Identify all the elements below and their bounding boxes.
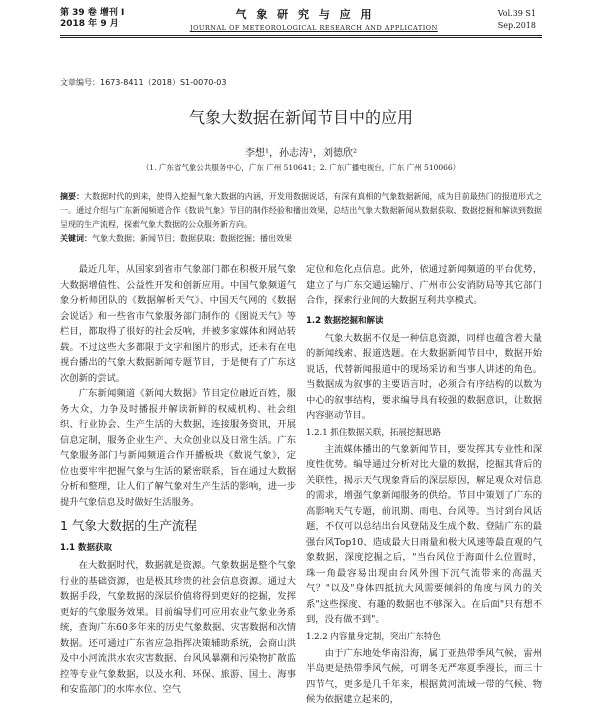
body-column-left — [60, 262, 296, 698]
journal-name-en: JOURNAL OF METEOROLOGICAL RESEARCH AND APPLICATION — [190, 24, 438, 32]
keywords-label: 关键词： — [60, 234, 92, 243]
body-column-right — [306, 262, 542, 708]
date-cn: 2018 年 9 月 — [60, 19, 119, 29]
date-en: Sep.2018 — [497, 21, 536, 30]
subsection-heading: 1.1 数据获取 — [60, 543, 113, 553]
header-rule-secondary — [60, 37, 542, 38]
paragraph: 在大数据时代，数据就是资源。气象数据是整个气象行业的基础资源，也是极其珍贵的社会信息资源。通过大数据手段，气象数据的深层价值将得到更好的挖掘，发挥更好的气象服务效果。目前编导们可应用农业气象业务系统，查询广东60多年来的历史气象数据、灾害数据和次情数据。还可通过广东省应急指挥决策辅助系统，会商山洪及中小河流洪水农灾害数据、台风风暴潮和污染物扩散监控等专业气象数据，以及水利、环保、旅游、国土、海事和安监部门的水库水位、空气 — [60, 560, 296, 695]
abstract-label: 摘要： — [60, 192, 85, 201]
section-heading: 1 气象大数据的生产流程 — [60, 518, 197, 533]
article-number: 文章编号：1673-8411（2018）S1-0070-03 — [60, 78, 227, 87]
subsubsection-heading: 1.2.2 内容量身定制，突出广东特色 — [306, 631, 441, 642]
abstract — [60, 190, 542, 232]
paper-title: 气象大数据在新闻节目中的应用 — [188, 108, 413, 127]
paragraph: 气象大数据不仅是一种信息资源，同样也蕴含着大量的新闻线索、报道选题。在大数据新闻节目中，数据开始说话，代替新闻报道中的现场采访和当事人讲述的角色。当数据成为叙事的主要语言时，必须合有序结构的以数为中心的叙事结构，要求编导具有较强的数据意识，让数据内容驱动节目。 — [306, 332, 542, 421]
abstract-text: 大数据时代的到来，使得入挖掘气象大数据的内涵，开发用数据说话，有深有真相的气象数据新闻，成为目前最热门的报道形式之一。通过介绍与广东新闻频道合作《数说气象》节目的制作经验和播出效果，总结出气象大数据新闻从数据获取、数据挖掘和解读到数据呈现的生产流程，探索气象大数据的公众服务新方向。 — [60, 192, 543, 229]
running-header-journal — [190, 6, 438, 32]
subsubsection-heading: 1.2.1 抓住数据关联，拓展挖掘思路 — [306, 427, 441, 438]
keywords — [60, 233, 542, 245]
running-header-left — [60, 8, 124, 30]
volume-issue-en: Vol.39 S1 — [497, 9, 536, 18]
keywords-text: 气象大数据；新闻节目；数据获取；数据挖掘；播出效果 — [92, 234, 292, 243]
paragraph: 主流媒体播出的气象新闻节目，要发挥其专业性和深度性优势。编导通过分析对比大量的数据，挖掘其背后的关联性，揭示天气现象背后的深层原因，解足观众对信息的需求，增强气象新闻服务的供给。节目中策划了广东的高影响天气专题，前讯期、雨电、台风等。当讨到台风话题，不仅可以总结出台风登陆及生成个数、登陆广东的最强台风Top10、造成最大日雨量和极大风速等最直观的气象数据，深度挖掘之后，"当台风位于海面什么位置时，珠一角最容易出现由台风外围下沉气流带来的高温天气？"以及"身体四抵抗大风需要倾斜的角度与风力的关系"这些探度、有趣的数据也不够深入。在后面"只有想不到，没有做不到"。 — [306, 443, 542, 625]
paragraph: 广东新闻频道《新闻大数据》节目定位融近百姓，服务大众，力争及时播报并解读新鲜的权威机构、社会组织、行业协会、生产生活的大数据，连接服务资讯，开展信息定制，服务企业生产、大众创业以及日常生活。广东气象服务部门与新闻频道合作开播板块《数说气象》，定位也要牢牢把握气象与生活的紧密联系，旨在通过大数据分析和整理，让人们了解气象对生产生活的影响，进一步提升气象信息及时做好生活服务。 — [60, 388, 296, 508]
paragraph: 最近几年，从国家到省市气象部门都在积极开展气象大数据增值性、公益性开发和创新应用。中国气象频道气象分析师团队的《数据解析天气》、中国天气网的《数据会说话》和一些省市气象服务部门制作的《图说天气》等栏目，都取得了很好的社会反响，并被多家媒体和网站转载。不过这些大多都限于文字和图片的形式，还未有在电视台播出的气象大数据新闻专题节目，于是便有了广东这次创新的尝试。 — [60, 264, 296, 384]
authors: 李想¹，孙志涛¹，刘德欣² — [244, 148, 358, 159]
paragraph: 定位和危化点信息。此外，依通过新闻频道的平台优势，建立了与广东交通运输厅、广州市公安消防局等其它部门合作，探索行业间的大数据互利共享模式。 — [306, 264, 542, 306]
subsection-heading: 1.2 数据挖掘和解读 — [306, 315, 384, 326]
paragraph: 由于广东地处华南沿海，属丁亚热带季风气候，雷州半岛更是热带季风气候，可谓冬无严寒夏季漫长，而三十四节气，更多是几千年来，根据黄河流域一带的气候、物候为依据建立起来的， — [306, 647, 542, 705]
volume-issue-cn: 第 39 卷 增刊 I — [60, 8, 125, 18]
running-header-right — [498, 8, 536, 32]
header-rule — [60, 35, 542, 36]
journal-name-cn: 气 象 研 究 与 应 用 — [235, 8, 375, 21]
affiliations: （1. 广东省气象公共服务中心，广东 广州 510641；2. 广东广播电视台，广东 广州 510066） — [141, 163, 461, 172]
